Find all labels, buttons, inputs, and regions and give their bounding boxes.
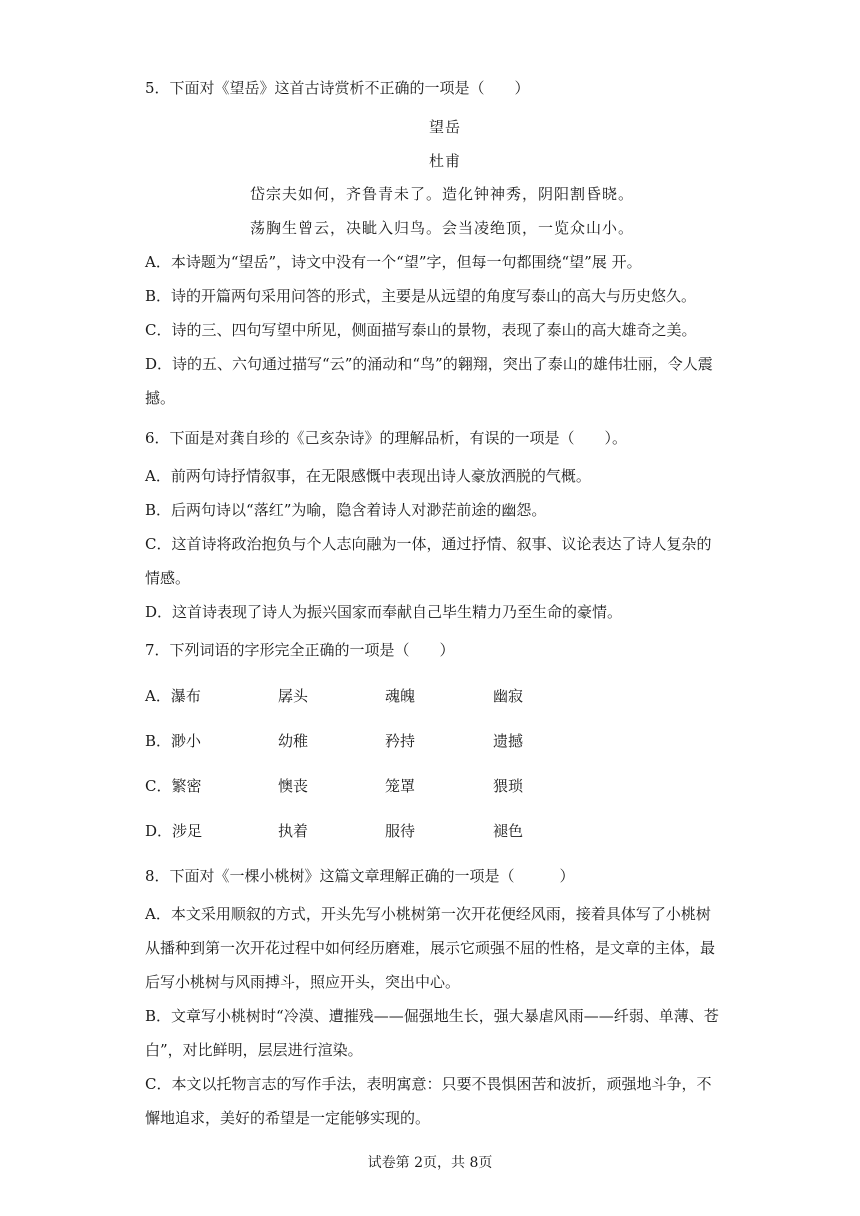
q8-option-b-line-2: 白”，对比鲜明，层层进行渲染。 xyxy=(145,1041,363,1059)
poem-verse-1: 岱宗夫如何，齐鲁青未了。造化钟神秀，阴阳割昏晓。 xyxy=(249,185,634,203)
q7-word: 执着 xyxy=(278,822,309,840)
q6-option-b: B．后两句诗以“落红”为喻，隐含着诗人对渺茫前途的幽怨。 xyxy=(145,501,547,519)
q7-word: 遗撼 xyxy=(493,732,524,750)
q5-option-c: C．诗的三、四句写望中所见，侧面描写泰山的景物，表现了泰山的高大雄奇之美。 xyxy=(145,321,697,339)
page-footer: 试卷第 2页，共 8页 xyxy=(367,1155,493,1171)
q7-word: 笼罩 xyxy=(385,777,416,795)
q7-word: 魂魄 xyxy=(385,687,416,705)
q6-option-c-line-2: 情感。 xyxy=(145,569,191,587)
q5-stem: 5．下面对《望岳》这首古诗赏析不正确的一项是（ ） xyxy=(145,79,530,97)
q8-option-a-line-3: 后写小桃树与风雨搏斗，照应开头，突出中心。 xyxy=(145,973,461,991)
q5-option-b: B．诗的开篇两句采用问答的形式，主要是从远望的角度写泰山的高大与历史悠久。 xyxy=(145,287,697,305)
q7-word: D．涉足 xyxy=(145,822,203,840)
q6-option-d: D．这首诗表现了诗人为振兴国家而奉献自己毕生精力乃至生命的豪情。 xyxy=(145,603,623,621)
q7-word: A．瀑布 xyxy=(145,687,201,705)
q7-word: 孱头 xyxy=(278,687,309,705)
q8-option-a-line-1: A．本文采用顺叙的方式，开头先写小桃树第一次开花便经风雨，接着具体写了小桃树 xyxy=(145,905,711,923)
q8-option-c-line-1: C．本文以托物言志的写作手法，表明寓意：只要不畏惧困苦和波折，顽强地斗争，不 xyxy=(145,1075,712,1093)
q8-option-a-line-2: 从播种到第一次开花过程中如何经历磨难，展示它顽强不屈的性格，是文章的主体，最 xyxy=(145,939,716,957)
poem-title: 望岳 xyxy=(428,118,461,136)
q7-stem: 7．下列词语的字形完全正确的一项是（ ） xyxy=(145,641,455,659)
q6-option-a: A．前两句诗抒情叙事，在无限感慨中表现出诗人豪放洒脱的气概。 xyxy=(145,467,591,485)
q6-option-c-line-1: C．这首诗将政治抱负与个人志向融为一体，通过抒情、叙事、议论表达了诗人复杂的 xyxy=(145,535,712,553)
poem-author: 杜甫 xyxy=(428,152,461,170)
q7-word: B．渺小 xyxy=(145,732,202,750)
q8-option-c-line-2: 懈地追求，美好的希望是一定能够实现的。 xyxy=(145,1109,431,1127)
q5-option-d-line-2: 撼。 xyxy=(145,389,176,407)
q7-word: 褪色 xyxy=(493,822,524,840)
q7-word: 懊丧 xyxy=(278,777,309,795)
q8-stem: 8．下面对《一棵小桃树》这篇文章理解正确的一项是（ ） xyxy=(145,867,575,885)
q7-word: 服待 xyxy=(385,822,416,840)
q7-word: 猥琐 xyxy=(493,777,524,795)
q7-word: 幼稚 xyxy=(278,732,309,750)
q7-word: 幽寂 xyxy=(493,687,524,705)
q7-word: 矜持 xyxy=(385,732,416,750)
q5-option-a: A．本诗题为“望岳”，诗文中没有一个“望”字，但每一句都围绕“望”展 开。 xyxy=(145,253,642,271)
q6-stem: 6．下面是对龚自珍的《己亥杂诗》的理解品析，有误的一项是（ ）。 xyxy=(145,429,628,447)
q5-option-d-line-1: D．诗的五、六句通过描写“云”的涌动和“鸟”的翱翔，突出了泰山的雄伟壮丽，令人震 xyxy=(145,355,713,373)
q8-option-b-line-1: B．文章写小桃树时“冷漠、遭摧残——倔强地生长，强大暴虐风雨——纤弱、单薄、苍 xyxy=(145,1007,719,1025)
poem-verse-2: 荡胸生曾云，决眦入归鸟。会当凌绝顶，一览众山小。 xyxy=(249,219,634,237)
q7-word: C．繁密 xyxy=(145,777,202,795)
